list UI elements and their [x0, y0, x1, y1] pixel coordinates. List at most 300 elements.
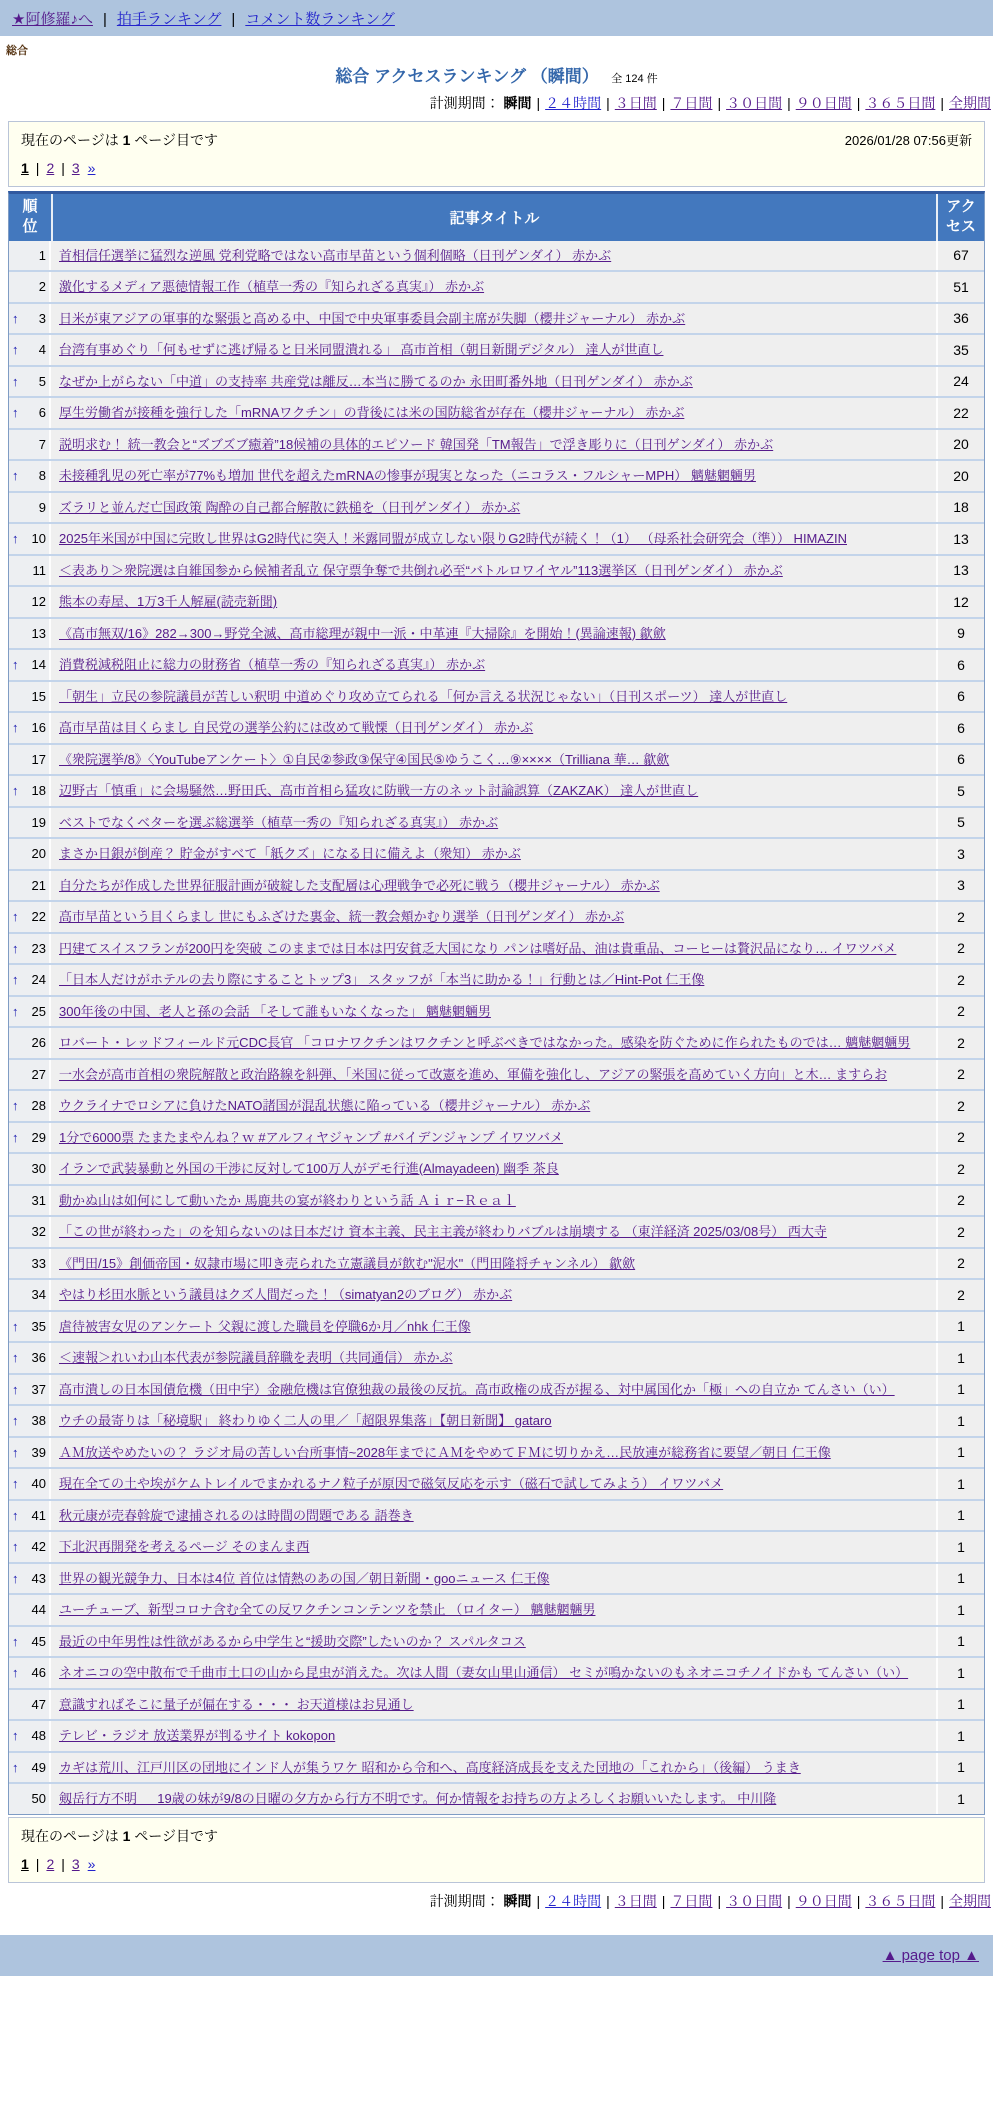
rank-cell	[9, 1312, 51, 1342]
access-value: 12	[953, 593, 969, 610]
rank-cell	[9, 398, 51, 428]
rank-cell	[9, 430, 51, 460]
article-link[interactable]: 消費税減税阻止に総力の財務省（植草一秀の『知られざる真実』） 赤かぶ	[59, 657, 486, 672]
up-arrow-icon: ↑	[12, 405, 19, 421]
rank-cell	[9, 1406, 51, 1436]
rank-cell	[9, 808, 51, 838]
pagination-top	[21, 160, 972, 176]
nav-item-link[interactable]: ７日間	[670, 1892, 713, 1909]
article-link[interactable]: ＡＭ放送やめたいの？ ラジオ局の苦しい台所事情~2028年までにＡＭをやめてＦＭに切りかえ…民放連が総務省に要望／朝日 仁王像	[59, 1444, 831, 1460]
article-link[interactable]: 辺野古「慎重」に会場騒然…野田氏、高市首相ら猛攻に防戦一方のネット討論誤算（ZAKZAK） 達人が世直し	[59, 783, 699, 798]
table-row	[9, 1530, 984, 1562]
table-row	[9, 365, 984, 397]
period-links	[504, 95, 991, 111]
title-cell	[51, 241, 938, 271]
page-info-box-bottom	[8, 1817, 985, 1883]
rank-value: 5	[38, 373, 46, 389]
nav-item-link[interactable]: ３０日間	[726, 95, 783, 111]
nav-item-link[interactable]: ９０日間	[795, 95, 852, 111]
article-link[interactable]: 「日本人だけがホテルの去り際にすることトップ3」 スタッフが「本当に助かる！」行動とは／Hint-Pot 仁王像	[59, 972, 705, 987]
separator: |	[606, 95, 610, 111]
nav-item-link[interactable]: ３日間	[614, 95, 657, 111]
access-value: 2	[957, 971, 965, 988]
article-link[interactable]: 日米が東アジアの軍事的な緊張と高める中、中国で中央軍事委員会副主席が失脚（櫻井ジャーナル） 赤かぶ	[59, 310, 686, 326]
access-value: 1	[957, 1727, 965, 1744]
access-value: 24	[953, 373, 969, 390]
rank-cell	[9, 1249, 51, 1279]
access-value: 3	[957, 845, 965, 862]
rank-value: 9	[38, 499, 46, 515]
rank-cell	[9, 1060, 51, 1090]
rank-cell	[9, 713, 51, 743]
article-link[interactable]: 2025年米国が中国に完敗し世界はG2時代に突入！米露同盟が成立しない限りG2時代が続く！（1） （母系社会研究会（準）） HIMAZIN	[59, 531, 847, 546]
separator: |	[856, 95, 861, 111]
pagination-bottom	[21, 1856, 972, 1872]
access-value: 1	[957, 1570, 965, 1587]
article-link[interactable]: 動かぬ山は如何にして動いたか 馬鹿共の宴が終わりという話 Ａｉｒ−Ｒｅａｌ	[59, 1192, 516, 1208]
rank-cell	[9, 1658, 51, 1688]
rank-value: 25	[31, 1003, 46, 1019]
table-row	[9, 1310, 984, 1342]
title-cell	[51, 1312, 938, 1342]
access-value: 2	[957, 1129, 965, 1146]
table-row	[9, 1152, 984, 1184]
access-value: 51	[953, 278, 969, 295]
title-cell	[51, 776, 938, 806]
table-row	[9, 1121, 984, 1153]
up-arrow-icon: ↑	[12, 1633, 19, 1649]
nav-item-link[interactable]: 2	[46, 1855, 55, 1872]
separator: |	[35, 160, 40, 176]
access-value: 36	[953, 310, 969, 327]
rank-value: 50	[31, 1791, 46, 1807]
article-link[interactable]: 世界の観光競争力、日本は4位 首位は情熱のあの国／朝日新聞・gooニュース 仁王像	[59, 1570, 550, 1586]
nav-item-link[interactable]: 3	[71, 1855, 80, 1872]
article-link[interactable]: 円建てスイスフランが200円を突破 このままでは日本は円安貧乏大国になり パンは嗜好品、油は貴重品、コーヒーは贅沢品になり… イワツバメ	[59, 940, 897, 956]
nav-item-current: 1	[21, 1855, 29, 1872]
table-row	[9, 1373, 984, 1405]
access-value: 1	[957, 1696, 965, 1713]
separator: |	[717, 95, 722, 111]
nav-item-link[interactable]: 拍手ランキング	[116, 11, 222, 28]
title-cell	[51, 430, 938, 460]
article-link[interactable]: 虐待被害女児のアンケート 父親に渡した職員を停職6か月／nhk 仁王像	[59, 1318, 471, 1334]
article-link[interactable]: ウチの最寄りは「秘境駅」 終わりゆく二人の里／「超限界集落」【朝日新聞】 gataro	[59, 1413, 552, 1428]
access-value: 35	[953, 341, 969, 358]
article-link[interactable]: 未接種乳児の死亡率が77%も増加 世代を超えたmRNAの惨事が現実となった（ニコラス・フルシャーMPH） 魑魅魍魎男	[59, 468, 756, 483]
rank-value: 30	[31, 1161, 46, 1177]
top-nav-bar	[0, 0, 993, 36]
separator: |	[787, 1892, 791, 1909]
rank-value: 24	[31, 972, 46, 988]
rank-cell	[9, 587, 51, 617]
nav-item-link[interactable]: コメント数ランキング	[245, 11, 395, 28]
rank-cell	[9, 335, 51, 365]
rank-value: 47	[31, 1696, 46, 1712]
title-cell	[51, 335, 938, 365]
title-cell	[51, 619, 938, 649]
table-row	[9, 680, 984, 712]
up-arrow-icon: ↑	[12, 1539, 19, 1555]
rank-cell	[9, 1564, 51, 1594]
rank-value: 3	[38, 310, 46, 326]
rank-value: 31	[31, 1192, 46, 1208]
table-row	[9, 1026, 984, 1058]
article-link[interactable]: 1分で6000票 たまたまやんね？ｗ #アルフィヤジャンプ #バイデンジャンプ イワツバメ	[59, 1129, 564, 1145]
access-value: 6	[957, 688, 965, 705]
table-row	[9, 837, 984, 869]
rank-cell	[9, 1217, 51, 1247]
article-link[interactable]: 自分たちが作成した世界征服計画が破綻した支配層は心理戦争で必死に戦う（櫻井ジャーナル） 赤かぶ	[59, 877, 660, 893]
access-value: 13	[953, 530, 969, 547]
rank-value: 16	[31, 720, 46, 736]
table-row	[9, 869, 984, 901]
title-cell	[51, 1186, 938, 1216]
access-value: 1	[957, 1412, 965, 1429]
current-page-text: 現在のページは 1 ページ目です	[21, 1827, 219, 1844]
rank-cell	[9, 241, 51, 271]
article-link[interactable]: 激化するメディア悪徳情報工作（植草一秀の『知られざる真実』） 赤かぶ	[59, 279, 485, 294]
article-link[interactable]: 《門田/15》創価帝国・奴隷市場に叩き売られた立憲議員が飲む"泥水"（門田隆将チャンネル） 歙歛	[59, 1255, 636, 1271]
current-page-text: 現在のページは 1 ページ目です	[21, 132, 219, 148]
article-link[interactable]: 300年後の中国、老人と孫の会話 「そして誰もいなくなった」 魑魅魍魎男	[59, 1003, 491, 1019]
rank-value: 28	[31, 1098, 46, 1114]
title-cell	[51, 1060, 938, 1090]
nav-item-link[interactable]: ３日間	[614, 1892, 657, 1909]
access-value: 1	[957, 1475, 965, 1492]
rank-value: 21	[31, 877, 46, 893]
title-cell	[51, 398, 938, 428]
table-row	[9, 241, 984, 271]
article-link[interactable]: 剱岳行方不明 ＿ 19歳の妹が9/8の日曜の夕方から行方不明です。何か情報をお持ちの方よろしくお願いいたします。 中川隆	[59, 1791, 777, 1806]
separator: |	[102, 11, 107, 28]
period-links	[504, 1893, 991, 1909]
rank-cell	[9, 1690, 51, 1720]
next-page-link[interactable]: »	[87, 1855, 96, 1872]
title-cell	[51, 1343, 938, 1373]
article-link[interactable]: やはり杉田水脈という議員はクズ人間だった！（simatyan2のブログ） 赤かぶ	[59, 1287, 513, 1302]
access-value: 5	[957, 814, 965, 831]
up-arrow-icon: ↑	[12, 972, 19, 988]
article-link[interactable]: ＜表あり＞衆院選は自維国参から候補者乱立 保守票争奪で共倒れ必至“バトルロワイヤル”113選挙区（日刊ゲンダイ） 赤かぶ	[59, 562, 783, 578]
rank-value: 26	[31, 1035, 46, 1051]
nav-item-link[interactable]: 全期間	[949, 95, 991, 111]
rank-value: 35	[31, 1318, 46, 1334]
article-link[interactable]: 《衆院選挙/8》〈YouTubeアンケート〉①自民②参政③保守④国民⑤ゆうこく…⑨××××（Trilliana 華… 歙歛	[59, 751, 670, 767]
table-row	[9, 491, 984, 523]
rank-cell	[9, 1721, 51, 1751]
rank-cell	[9, 650, 51, 680]
rank-value: 40	[31, 1476, 46, 1492]
title-cell	[51, 1753, 938, 1783]
article-link[interactable]: 高市早苗という目くらまし 世にもふざけた裏金、統一教会頬かむり選挙（日刊ゲンダイ） 赤かぶ	[59, 909, 625, 924]
up-arrow-icon: ↑	[12, 940, 19, 956]
table-row	[9, 1184, 984, 1216]
title-cell	[51, 1501, 938, 1531]
nav-item-link[interactable]: ３６５日間	[865, 95, 936, 111]
up-arrow-icon: ↑	[12, 1507, 19, 1523]
up-arrow-icon: ↑	[12, 310, 19, 326]
page-top-link[interactable]: ▲ page top ▲	[882, 1946, 979, 1964]
rank-value: 46	[31, 1665, 46, 1681]
rank-value: 15	[31, 688, 46, 704]
separator: |	[940, 95, 944, 111]
title-cell	[51, 839, 938, 869]
access-value: 1	[957, 1318, 965, 1335]
access-value: 2	[957, 940, 965, 957]
table-header-row	[9, 194, 984, 241]
access-value: 1	[957, 1759, 965, 1776]
rank-value: 27	[31, 1066, 46, 1082]
rank-cell	[9, 304, 51, 334]
access-value: 2	[957, 1223, 965, 1240]
total-count: 全 124 件	[611, 73, 658, 85]
separator: |	[787, 95, 791, 111]
table-row	[9, 1751, 984, 1783]
table-row	[9, 648, 984, 680]
up-arrow-icon: ↑	[12, 909, 19, 925]
title-cell	[51, 997, 938, 1027]
up-arrow-icon: ↑	[12, 657, 19, 673]
rank-value: 41	[31, 1507, 46, 1523]
nav-item-link[interactable]: 3	[71, 160, 80, 176]
rank-value: 33	[31, 1255, 46, 1271]
access-value: 1	[957, 1601, 965, 1618]
article-link[interactable]: 最近の中年男性は性欲があるから中学生と“援助交際”したいのか？ スパルタコス	[59, 1633, 526, 1649]
title-cell	[51, 1217, 938, 1247]
up-arrow-icon: ↑	[12, 1759, 19, 1775]
separator: |	[61, 160, 65, 176]
up-arrow-icon: ↑	[12, 1318, 19, 1334]
rank-cell	[9, 997, 51, 1027]
table-row	[9, 1656, 984, 1688]
article-link[interactable]: ウクライナでロシアに負けたNATO諸国が混乱状態に陥っている（櫻井ジャーナル） 赤かぶ	[59, 1098, 591, 1113]
article-link[interactable]: ユーチューブ、新型コロナ含む全ての反ワクチンコンテンツを禁止 （ロイター） 魑魅魍魎男	[59, 1602, 596, 1617]
table-row	[9, 1562, 984, 1594]
access-value: 2	[957, 1192, 965, 1209]
table-row	[9, 900, 984, 932]
rank-value: 11	[32, 562, 46, 578]
access-value: 2	[957, 1003, 965, 1020]
access-value: 6	[957, 719, 965, 736]
title-cell	[51, 1627, 938, 1657]
separator: |	[536, 95, 541, 111]
rank-value: 34	[31, 1287, 46, 1303]
rank-cell	[9, 1091, 51, 1121]
rank-cell	[9, 367, 51, 397]
access-value: 1	[957, 1444, 965, 1461]
genre-label: 総合	[6, 45, 28, 57]
article-link[interactable]: ロバート・レッドフィールド元CDC長官 「コロナワクチンはワクチンと呼ぶべきではなかった。感染を防ぐために作られたものでは… 魑魅魍魎男	[59, 1035, 911, 1050]
table-row	[9, 459, 984, 491]
table-row	[9, 711, 984, 743]
up-arrow-icon: ↑	[12, 342, 19, 358]
article-link[interactable]: 首相信任選挙に猛烈な逆風 党利党略ではない高市早苗という個利個略（日刊ゲンダイ） 赤かぶ	[59, 247, 612, 263]
title-cell	[51, 1123, 938, 1153]
updated-timestamp: 2026/01/28 07:56更新	[844, 133, 972, 148]
nav-item-link[interactable]: ９０日間	[795, 1892, 852, 1909]
access-value: 2	[957, 1034, 965, 1051]
table-row	[9, 963, 984, 995]
title-cell	[51, 1438, 938, 1468]
title-cell	[51, 713, 938, 743]
title-cell	[51, 1280, 938, 1310]
nav-item-link[interactable]: ２４時間	[545, 95, 602, 111]
nav-item-current: 1	[21, 160, 29, 176]
article-link[interactable]: 説明求む！ 統一教会と“ズブズブ癒着”18候補の具体的エピソード 韓国発「TM報告」で浮き彫りに（日刊ゲンダイ） 赤かぶ	[59, 436, 774, 452]
article-link[interactable]: ズラリと並んだ亡国政策 陶酔の自己都合解散に鉄槌を（日刊ゲンダイ） 赤かぶ	[59, 499, 521, 515]
title-cell	[51, 1406, 938, 1436]
access-value: 3	[957, 877, 965, 894]
access-value: 20	[953, 436, 969, 453]
rank-value: 18	[31, 783, 46, 799]
table-row	[9, 522, 984, 554]
rank-cell	[9, 524, 51, 554]
title-cell	[51, 871, 938, 901]
current-page-number: 1	[122, 1827, 131, 1844]
nav-item-link[interactable]: ７日間	[670, 95, 713, 111]
up-arrow-icon: ↑	[12, 1413, 19, 1429]
rank-value: 20	[31, 846, 46, 862]
rank-cell	[9, 1186, 51, 1216]
period-nav-top	[0, 87, 993, 119]
title-cell	[51, 587, 938, 617]
period-label: 計測期間：	[429, 95, 500, 111]
separator: |	[61, 1855, 65, 1872]
separator: |	[940, 1892, 944, 1909]
title-cell	[51, 493, 938, 523]
table-row	[9, 1782, 984, 1814]
nav-item-link[interactable]: ２４時間	[545, 1892, 602, 1909]
rank-value: 44	[31, 1602, 46, 1618]
article-link[interactable]: 《高市無双/16》282→300→野党全滅、高市総理が親中一派・中革連『大掃除』を開始！(異論速報) 歙歛	[59, 625, 666, 641]
table-row	[9, 554, 984, 586]
rank-value: 10	[31, 531, 46, 547]
rank-value: 12	[31, 594, 46, 610]
table-row	[9, 302, 984, 334]
ranking-table	[8, 191, 985, 1815]
up-arrow-icon: ↑	[12, 468, 19, 484]
article-link[interactable]: 台湾有事めぐり「何もせずに逃げ帰ると日米同盟潰れる」 高市首相（朝日新聞デジタル） 達人が世直し	[59, 342, 664, 357]
title-cell	[51, 1690, 938, 1720]
article-link[interactable]: 高市早苗は目くらまし 自民党の選挙公約には改めて戦慄（日刊ゲンダイ） 赤かぶ	[59, 720, 534, 735]
title-cell	[51, 524, 938, 554]
rank-value: 42	[31, 1539, 46, 1555]
access-value: 1	[957, 1538, 965, 1555]
article-link[interactable]: 厚生労働省が接種を強行した「mRNAワクチン」の背後には米の国防総省が存在（櫻井ジャーナル） 赤かぶ	[59, 405, 685, 420]
article-link[interactable]: テレビ・ラジオ 放送業界が判るサイト kokopon	[59, 1728, 336, 1743]
nav-item-link[interactable]: ３６５日間	[865, 1892, 936, 1909]
access-value: 1	[957, 1790, 965, 1807]
nav-item-link[interactable]: 2	[46, 160, 55, 176]
rank-cell	[9, 619, 51, 649]
article-link[interactable]: なぜか上がらない「中道」の支持率 共産党は離反…本当に勝てるのか 永田町番外地（日刊ゲンダイ） 赤かぶ	[59, 373, 693, 389]
up-arrow-icon: ↑	[12, 1665, 19, 1681]
rank-value: 19	[31, 814, 46, 830]
title-cell	[51, 1721, 938, 1751]
access-value: 2	[957, 1097, 965, 1114]
article-link[interactable]: 一水会が高市首相の衆院解散と政治路線を糾弾、「米国に従って改憲を進め、軍備を強化し、アジアの緊張を高めていく方向」と木… ますらお	[59, 1066, 888, 1082]
access-value: 6	[957, 751, 965, 768]
rank-cell	[9, 902, 51, 932]
title-cell	[51, 902, 938, 932]
article-link[interactable]: 熊本の寿屋、1万3千人解雇(読売新聞)	[59, 594, 278, 609]
table-row	[9, 585, 984, 617]
title-cell	[51, 965, 938, 995]
title-cell	[51, 650, 938, 680]
article-link[interactable]: 現在全ての土や埃がケムトレイルでまかれるナノ粒子が原因で磁気反応を示す（磁石で試してみよう） イワツバメ	[59, 1476, 724, 1491]
article-link[interactable]: まさか日銀が倒産？ 貯金がすべて「紙クズ」になる日に備えよ（衆知） 赤かぶ	[59, 846, 521, 861]
page-info-box-top	[8, 121, 985, 187]
article-link[interactable]: ネオニコの空中散布で千曲市土口の山から昆虫が消えた。次は人間（妻女山里山通信） セミが鳴かないのもネオニコチノイドかも てんさい（い）	[59, 1665, 909, 1680]
title-cell	[51, 682, 938, 712]
nav-item-link[interactable]: 全期間	[949, 1892, 991, 1909]
table-row	[9, 1688, 984, 1720]
table-row	[9, 1625, 984, 1657]
title-cell	[51, 1564, 938, 1594]
rank-value: 8	[38, 468, 46, 484]
access-value: 1	[957, 1507, 965, 1524]
up-arrow-icon: ↑	[12, 1381, 19, 1397]
table-row	[9, 1404, 984, 1436]
rank-value: 48	[31, 1728, 46, 1744]
article-link[interactable]: 下北沢再開発を考えるページ そのまんま西	[59, 1539, 310, 1554]
table-row	[9, 1436, 984, 1468]
article-link[interactable]: 「朝生」立民の参院議員が苦しい釈明 中道めぐり攻め立てられる「何か言える状況じゃない」（日刊スポーツ） 達人が世直し	[59, 688, 788, 704]
article-link[interactable]: カギは荒川、江戸川区の団地にインド人が集うワケ 昭和から令和へ、高度経済成長を支えた団地の「これから」（後編） うまき	[59, 1759, 801, 1775]
up-arrow-icon: ↑	[12, 373, 19, 389]
table-row	[9, 995, 984, 1027]
access-value: 2	[957, 1066, 965, 1083]
article-link[interactable]: 意識すればそこに量子が偏在する・・・ お天道様はお見通し	[59, 1696, 414, 1712]
table-row	[9, 1499, 984, 1531]
article-link[interactable]: 高市潰しの日本国債危機（田中宇）金融危機は官僚独裁の最後の反抗。高市政権の成否が握る、対中属国化か「極」への自立か てんさい（い）	[59, 1381, 895, 1397]
up-arrow-icon: ↑	[12, 531, 19, 547]
table-row	[9, 806, 984, 838]
rank-cell	[9, 682, 51, 712]
nav-item-link[interactable]: ３０日間	[726, 1892, 783, 1909]
article-link[interactable]: ベストでなくベターを選ぶ総選挙（植草一秀の『知られざる真実』） 赤かぶ	[59, 814, 499, 830]
article-link[interactable]: 秋元康が売春斡旋で逮捕されるのは時間の問題である 語巻き	[59, 1507, 414, 1523]
up-arrow-icon: ↑	[12, 1728, 19, 1744]
next-page-link[interactable]: »	[87, 160, 96, 176]
table-row	[9, 1215, 984, 1247]
table-row	[9, 1719, 984, 1751]
separator: |	[717, 1892, 722, 1909]
nav-item-current: 瞬間	[503, 95, 532, 111]
title-cell	[51, 1532, 938, 1562]
rank-cell	[9, 1154, 51, 1184]
table-row	[9, 1089, 984, 1121]
access-value: 1	[957, 1381, 965, 1398]
article-link[interactable]: ＜速報＞れいわ山本代表が参院議員辞職を表明（共同通信） 赤かぶ	[59, 1350, 453, 1365]
title-cell	[51, 1595, 938, 1625]
rank-cell	[9, 272, 51, 302]
table-row	[9, 1247, 984, 1279]
article-link[interactable]: 「この世が終わった」のを知らないのは日本だけ 資本主義、民主主義が終わりバブルは崩壊する （東洋経済 2025/03/08号） 西大寺	[59, 1224, 827, 1239]
title-cell	[51, 461, 938, 491]
rank-value: 38	[31, 1413, 46, 1429]
article-link[interactable]: イランで武装暴動と外国の干渉に反対して100万人がデモ行進(Almayadeen) 幽季 茶良	[59, 1161, 559, 1176]
up-arrow-icon: ↑	[12, 1129, 19, 1145]
rank-cell	[9, 461, 51, 491]
table-row	[9, 1341, 984, 1373]
rank-cell	[9, 1375, 51, 1405]
title-cell	[51, 304, 938, 334]
rank-value: 22	[31, 909, 46, 925]
rank-value: 17	[31, 751, 46, 767]
nav-item-link[interactable]: ★阿修羅♪へ	[12, 11, 93, 28]
